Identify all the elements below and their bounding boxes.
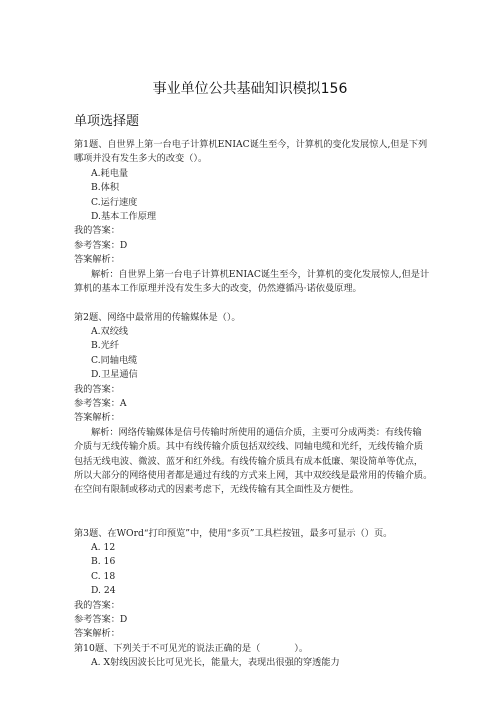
q1-my-answer: 我的答案： [74,225,120,237]
question-content [74,138,440,670]
q1-option-d: D.基本工作原理 [91,210,157,222]
q1-stem-line2: 哪项并没有发生多大的改变（）。 [74,153,208,165]
q3-stem: 第3题、在WOrd“打印预览”中，使用“多页”工具栏按钮，最多可显示（）页。 [74,527,393,539]
spacer [74,296,440,310]
q3-reference-answer: 参考答案：D [74,613,128,625]
q3-option-d: D. 24 [91,585,116,597]
q10-option-a: A. X射线因波长比可见光长，能量大，表现出很强的穿透能力 [91,657,340,669]
q2-analysis-line3: 包括无线电波、微波、蓝牙和红外线。有线传输介质具有成本低廉、架设简单等优点， [74,455,424,467]
q3-option-c: C. 18 [91,570,116,582]
q2-analysis-line2: 介质与无线传输介质。其中有线传输介质包括双绞线、同轴电缆和光纤，无线传输介质 [74,441,424,453]
q10-stem [74,642,440,656]
spacer [74,512,440,526]
q1-reference-answer: 参考答案：D [74,239,128,251]
q2-option-c: C.同轴电缆 [91,354,138,366]
q2-my-answer: 我的答案： [74,383,120,395]
q2-option-a: A.双绞线 [91,326,129,338]
q1-analysis-line1: 解析：自世界上第一台电子计算机ENIAC诞生至今，计算机的变化发展惊人,但是计 [91,268,430,280]
q3-my-answer: 我的答案： [74,599,120,611]
q2-analysis-line5: 在空间有限制或移动式的因素考虑下，无线传输有其全面性及方便性。 [74,484,359,496]
q1-stem-line1: 第1题、自世界上第一台电子计算机ENIAC诞生至今，计算机的变化发展惊人,但是下列 [74,139,428,150]
q3-option-a: A. 12 [91,541,116,553]
q3-option-b: B. 16 [91,556,116,568]
spacer [74,498,440,512]
q1-option-c: C.运行速度 [91,196,138,208]
q1-analysis-line2: 算机的基本工作原理并没有发生多大的改变，仍然遵循冯·诺依曼原理。 [74,282,362,294]
q2-analysis-line1: 解析：网络传输媒体是信号传输时所使用的通信介质，主要可分成两类：有线传输 [91,426,422,438]
q2-stem: 第2题、网络中最常用的传输媒体是（）。 [74,311,241,323]
section-heading: 单项选择题 [74,114,140,129]
page-title: 事业单位公共基础知识模拟156 [152,81,348,97]
q2-analysis-line4: 所以大部分的网络使用者都是通过有线的方式来上网，其中双绞线是最常用的传输介质。 [74,469,433,481]
q3-analysis-label: 答案解析： [74,628,120,640]
q2-option-b: B.光纤 [91,340,120,352]
q2-option-d: D.卫星通信 [91,369,138,381]
q2-reference-answer: 参考答案：A [74,398,127,410]
q1-option-b: B.体积 [91,182,120,194]
q1-analysis-label: 答案解析： [74,254,120,266]
q1-option-a: A.耗电量 [91,167,129,179]
q2-analysis-label: 答案解析： [74,412,120,424]
q10-stem-end: ）。 [294,642,309,654]
q10-stem-start: 第10题、下列关于不可见光的说法正确的是（ [74,642,261,654]
